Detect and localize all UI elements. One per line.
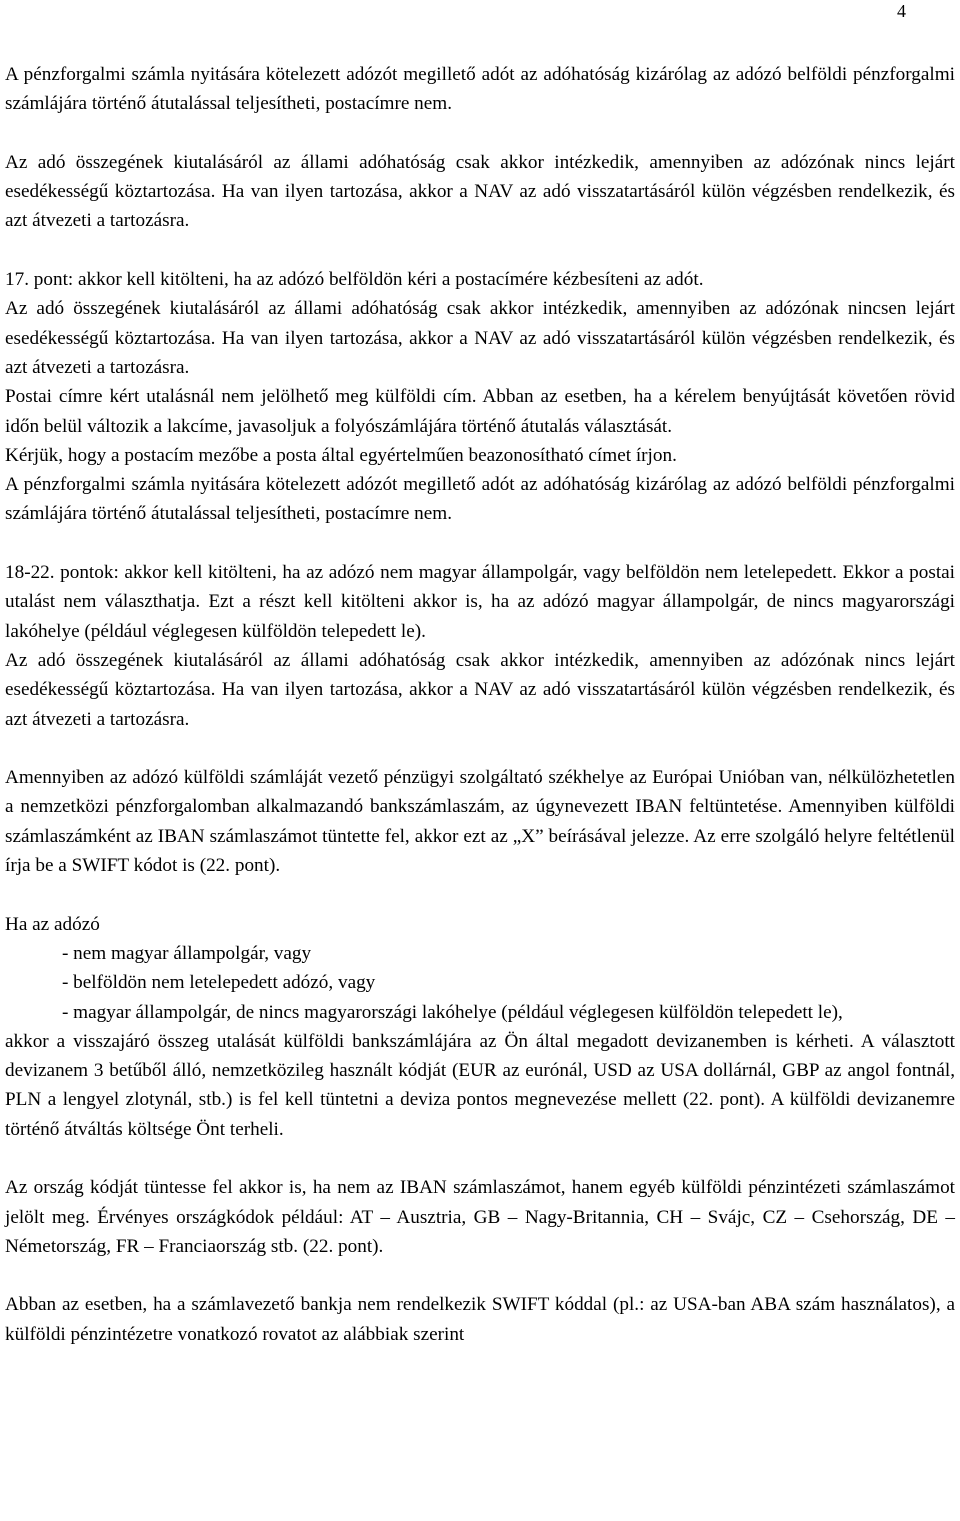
document-body [5, 60, 955, 1349]
paragraph-gap [5, 734, 955, 763]
paragraph-postal-address: Postai címre kért utalásnál nem jelölhető meg külföldi cím. Abban az esetben, ha a kérelem benyújtását követően rövid időn belül változik a lakcíme, javasoljuk a folyószámlájára történő átutalás választását. [5, 386, 955, 437]
paragraph-gap [5, 236, 955, 265]
paragraph-refund-condition: Az adó összegének kiutalásáról az állami adóhatóság csak akkor intézkedik, amennyiben az adózónak nincs lejárt esedékességű köztartozása. Ha van ilyen tartozása, akkor a NAV az adó visszatartásáról külön végzésben rendelkezik, és azt átvezeti a tartozásra. [5, 151, 955, 232]
paragraph-points-18-22: 18-22. pontok: akkor kell kitölteni, ha az adózó nem magyar állampolgár, vagy belföldön nem letelepedett. Ekkor a postai utalást nem választhatja. Ezt a részt kell kitölteni akkor is, ha az adózó magyar állampolgár, de nincs magyarországi lakóhelye (például véglegesen külföldön telepedett le). [5, 562, 955, 642]
paragraph-account-obligation: A pénzforgalmi számla nyitására kötelezett adózót megillető adót az adóhatóság kizárólag az adózó belföldi pénzforgalmi számlájára történő átutalással teljesítheti, postacímre nem. [5, 64, 955, 115]
paragraph-postal-field: Kérjük, hogy a postacím mezőbe a posta által egyértelműen beazonosítható címet írjon. [5, 444, 677, 466]
paragraph-gap [5, 119, 955, 148]
paragraph-gap [5, 1261, 955, 1290]
paragraph-iban: Amennyiben az adózó külföldi számláját vezető pénzügyi szolgáltató székhelye az Európai Unióban van, nélkülözhetetlen a nemzetközi pénzforgalomban alkalmazandó bankszámlaszám, az úgynevezett IBAN feltüntetése. Amennyiben külföldi számlaszámként az IBAN számlaszámot tüntette fel, akkor ezt az „X” beírásával jelezze. Az erre szolgáló helyre feltétlenül írja be a SWIFT kódot is (22. pont). [5, 767, 955, 877]
paragraph-point-17: 17. pont: akkor kell kitölteni, ha az adózó belföldön kéri a postacímére kézbesíteni az adót. [5, 269, 704, 291]
paragraph-account-obligation-2: A pénzforgalmi számla nyitására kötelezett adózót megillető adót az adóhatóság kizárólag az adózó belföldi pénzforgalmi számlájára történő átutalással teljesítheti, postacímre nem. [5, 474, 955, 525]
paragraph-gap [5, 529, 955, 558]
paragraph-gap [5, 1144, 955, 1173]
paragraph-swift: Abban az esetben, ha a számlavezető bankja nem rendelkezik SWIFT kóddal (pl.: az USA-ban ABA szám használatos), a külföldi pénzintézetre vonatkozó rovatot az alábbiak szerint [5, 1294, 955, 1345]
list-item: - nem magyar állampolgár, vagy [62, 942, 312, 964]
paragraph-country-code: Az ország kódját tüntesse fel akkor is, ha nem az IBAN számlaszámot, hanem egyéb külföldi pénzintézeti számlaszámot jelölt meg. Érvényes országkódok például: AT – Ausztria, GB – Nagy-Britannia, CH – Svájc, CZ – Csehország, DE – Németország, FR – Franciaország stb. (22. pont). [5, 1177, 955, 1257]
list-item: - magyar állampolgár, de nincs magyarországi lakóhelye (például véglegesen külföldön telepedett le), [62, 1001, 843, 1023]
paragraph-refund-condition-2: Az adó összegének kiutalásáról az állami adóhatóság csak akkor intézkedik, amennyiben az adózónak nincsen lejárt esedékességű köztartozása. Ha van ilyen tartozása, akkor a NAV az adó visszatartásáról külön végzésben rendelkezik, és azt átvezeti a tartozásra. [5, 298, 955, 378]
taxpayer-conditions-list [5, 939, 955, 1027]
paragraph-gap [5, 880, 955, 909]
paragraph-if-taxpayer: Ha az adózó [5, 913, 100, 935]
paragraph-refund-condition-3: Az adó összegének kiutalásáról az állami adóhatóság csak akkor intézkedik, amennyiben az adózónak nincs lejárt esedékességű köztartozása. Ha van ilyen tartozása, akkor a NAV az adó visszatartásáról külön végzésben rendelkezik, és azt átvezeti a tartozásra. [5, 649, 955, 730]
page-number: 4 [897, 1, 906, 21]
list-item: - belföldön nem letelepedett adózó, vagy [62, 972, 376, 994]
paragraph-currency: akkor a visszajáró összeg utalását külföldi bankszámlájára az Ön által megadott devizanemben is kérheti. A választott devizanem 3 betűből álló, nemzetközileg használt kódját (EUR az eurónál, USD az USA dollárnál, GBP az angol fontnál, PLN a lengyel zlotynál, stb.) is fel kell tüntetni a deviza pontos megnevezése mellett (22. pont). A külföldi devizanemre történő átváltás költsége Önt terheli. [5, 1030, 955, 1140]
